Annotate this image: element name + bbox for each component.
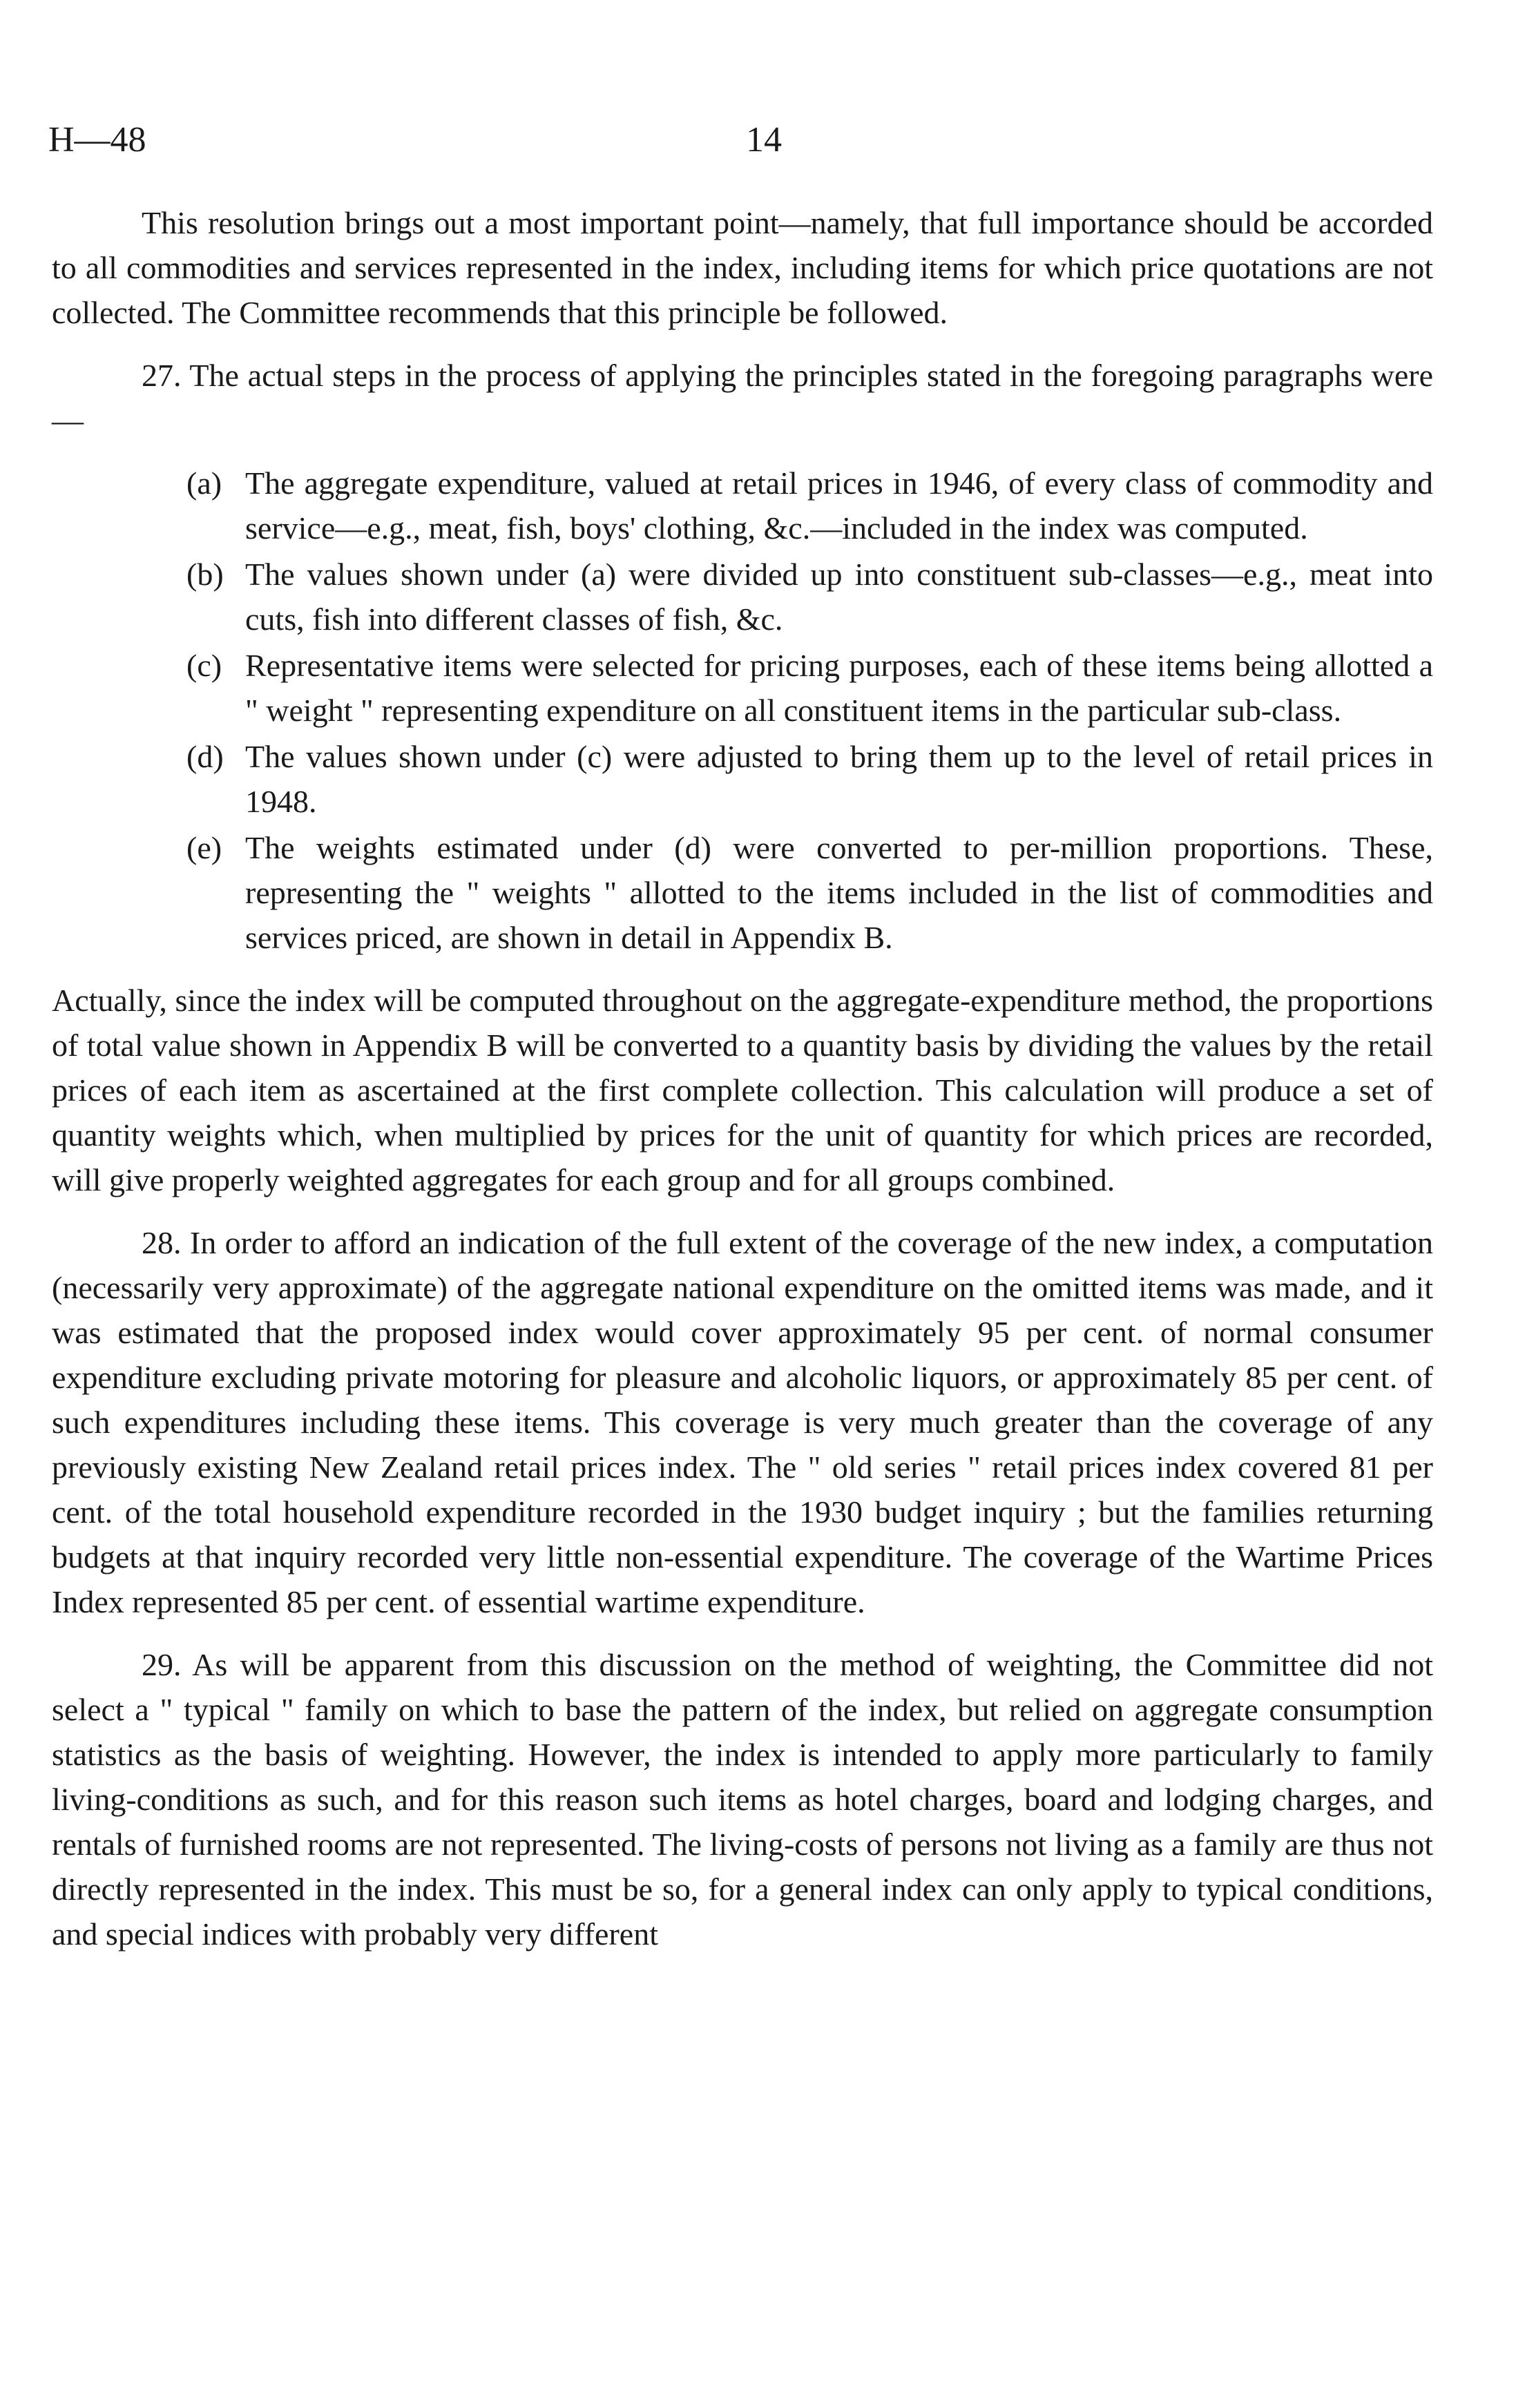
paragraph-28: 28. In order to afford an indication of the full extent of the coverage of the new index, a computation (necessarily very approximate) of the aggregate national expenditure on the omitted items was made, and it was estimated that the proposed index would cover approximately 95 per cent. of normal consumer expenditure excluding private motoring for pleasure and alcoholic liquors, or approximately 85 per cent. of such expenditures including these items. This coverage is very much greater than the coverage of any previously existing New Zealand retail prices index. The " old series " retail prices index covered 81 per cent. of the total household expenditure recorded in the 1930 budget inquiry ; but the families returning budgets at that inquiry recorded very little non-essential expenditure. The coverage of the Wartime Prices Index represented 85 per cent. of essential wartime expenditure. (52, 1225, 1433, 1619)
list-item (52, 643, 1433, 733)
list-item (52, 734, 1433, 824)
page-number: 14 (746, 120, 782, 160)
document-id: H—48 (48, 120, 146, 160)
list-item-text: The aggregate expenditure, valued at retail prices in 1946, of every class of commodity and service—e.g., meat, fish, boys' clothing, &c.—included in the index was computed. (245, 465, 1433, 546)
list-item (52, 461, 1433, 550)
paragraph-resolution: This resolution brings out a most important point—namely, that full importance should be accorded to all commodities and services represented in the index, including items for which price quotations are not collected. The Committee recommends that this principle be followed. (52, 205, 1433, 330)
list-item-text: Representative items were selected for pricing purposes, each of these items being allotted a " weight " representing expenditure on all constituent items in the particular sub-class. (245, 648, 1433, 728)
list-item-text: The values shown under (a) were divided up into constituent sub-classes—e.g., meat into cuts, fish into different classes of fish, &c. (245, 557, 1433, 637)
list-item (52, 825, 1433, 960)
list-item-text: The values shown under (c) were adjusted to bring them up to the level of retail prices in 1948. (245, 739, 1433, 819)
paragraph-27: 27. The actual steps in the process of applying the principles stated in the foregoing paragraphs were— (52, 358, 1433, 438)
list-item-marker: (e) (186, 830, 222, 865)
paragraph-actually: Actually, since the index will be computed throughout on the aggregate-expenditure method, the proportions of total value shown in Appendix B will be converted to a quantity basis by dividing the values by the retail prices of each item as ascertained at the first complete collection. This calculation will produce a set of quantity weights which, when multiplied by prices for the unit of quantity for which prices are recorded, will give properly weighted aggregates for each group and for all groups combined. (52, 983, 1433, 1197)
list-item-marker: (c) (186, 648, 222, 683)
body-text (52, 200, 1433, 1974)
list-item-marker: (d) (186, 739, 224, 774)
list-item (52, 552, 1433, 642)
page-header (48, 116, 1468, 164)
list-item-marker: (b) (186, 557, 224, 592)
paragraph-29: 29. As will be apparent from this discussion on the method of weighting, the Committee did not select a " typical " family on which to base the pattern of the index, but relied on aggregate consumption statistics as the basis of weighting. However, the index is intended to apply more particularly to family living-conditions as such, and for this reason such items as hotel charges, board and lodging charges, and rentals of furnished rooms are not represented. The living-costs of persons not living as a family are thus not directly represented in the index. This must be so, for a general index can only apply to typical conditions, and special indices with probably very different (52, 1647, 1433, 1952)
list-item-marker: (a) (186, 465, 222, 501)
list-item-text: The weights estimated under (d) were converted to per-million proportions. These, representing the " weights " allotted to the items included in the list of commodities and services priced, are shown in detail in Appendix B. (245, 830, 1433, 955)
steps-list (52, 461, 1433, 960)
